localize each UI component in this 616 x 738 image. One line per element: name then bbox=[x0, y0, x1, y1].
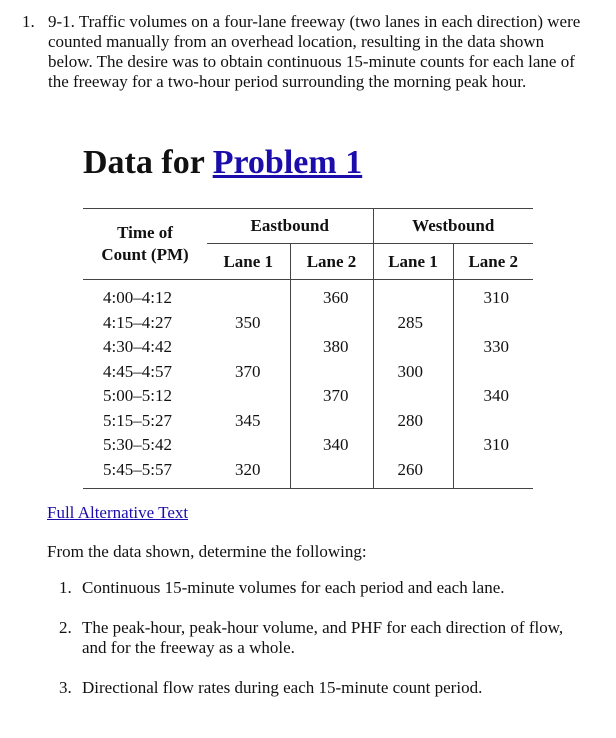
eastbound-header: Eastbound bbox=[207, 209, 373, 244]
task-number: 1. bbox=[59, 578, 72, 597]
eb-lane1-cell bbox=[207, 433, 290, 458]
time-cell: 4:00–4:12 bbox=[103, 288, 172, 308]
wb-lane1-cell: 285 bbox=[373, 311, 453, 336]
wb-lane1-cell bbox=[373, 280, 453, 311]
time-cell: 4:15–4:27 bbox=[103, 312, 172, 332]
eb-lane2-cell bbox=[290, 409, 373, 434]
wb-lane1-cell bbox=[373, 384, 453, 409]
wb-lane2-cell: 330 bbox=[453, 335, 533, 360]
intro-text: From the data shown, determine the following: bbox=[47, 542, 367, 561]
eb-lane2-cell bbox=[290, 311, 373, 336]
time-cell: 5:15–5:27 bbox=[103, 410, 172, 430]
heading-prefix: Data for bbox=[83, 144, 213, 181]
list-item bbox=[59, 618, 569, 658]
table-row bbox=[83, 433, 533, 458]
table-row bbox=[83, 280, 533, 311]
wb-lane2-cell: 310 bbox=[453, 433, 533, 458]
wb-lane2-cell bbox=[453, 409, 533, 434]
task-list bbox=[59, 578, 569, 718]
wb-lane1-cell bbox=[373, 335, 453, 360]
time-cell: 5:45–5:57 bbox=[83, 458, 207, 489]
eb-lane2-cell bbox=[290, 458, 373, 489]
task-text: Directional flow rates during each 15-minute count period. bbox=[82, 678, 483, 697]
wb-lane1-cell: 300 bbox=[373, 360, 453, 385]
table-row bbox=[83, 384, 533, 409]
wb-lane1-header: Lane 1 bbox=[373, 244, 453, 280]
eb-lane1-header: Lane 1 bbox=[207, 244, 290, 280]
eb-lane1-cell: 345 bbox=[235, 410, 261, 430]
task-text: The peak-hour, peak-hour volume, and PHF for each direction of flow, and for the freeway as a whole. bbox=[82, 618, 564, 657]
table-row bbox=[83, 360, 533, 385]
eb-lane2-cell bbox=[290, 360, 373, 385]
eb-lane2-cell: 360 bbox=[290, 280, 373, 311]
task-number: 2. bbox=[59, 618, 72, 637]
time-cell: 4:45–4:57 bbox=[103, 361, 172, 381]
time-header bbox=[83, 209, 207, 280]
wb-lane2-cell bbox=[453, 458, 533, 489]
table-row bbox=[83, 311, 533, 336]
westbound-header: Westbound bbox=[373, 209, 533, 244]
wb-lane1-cell: 280 bbox=[373, 409, 453, 434]
time-cell: 5:30–5:42 bbox=[103, 435, 172, 455]
list-item bbox=[59, 578, 569, 598]
table-row bbox=[83, 335, 533, 360]
time-header-line1: Time of bbox=[117, 223, 173, 242]
time-cell: 5:00–5:12 bbox=[103, 386, 172, 406]
wb-lane2-cell: 310 bbox=[453, 280, 533, 311]
data-heading bbox=[83, 144, 362, 182]
eb-lane1-cell: 350 bbox=[235, 312, 261, 332]
eb-lane1-cell: 370 bbox=[235, 361, 261, 381]
task-number: 3. bbox=[59, 678, 72, 697]
list-item bbox=[59, 678, 569, 698]
problem-number: 1. bbox=[22, 12, 35, 31]
table-row bbox=[83, 409, 533, 434]
wb-lane2-cell bbox=[453, 311, 533, 336]
eb-lane1-cell: 320 bbox=[207, 458, 290, 489]
wb-lane1-cell: 260 bbox=[373, 458, 453, 489]
eb-lane1-cell bbox=[207, 335, 290, 360]
eb-lane1-cell bbox=[207, 280, 290, 311]
problem-link[interactable]: Problem 1 bbox=[212, 144, 363, 181]
eb-lane1-cell bbox=[207, 384, 290, 409]
eb-lane2-cell: 370 bbox=[290, 384, 373, 409]
table-row bbox=[83, 458, 533, 489]
eb-lane2-cell: 380 bbox=[290, 335, 373, 360]
eb-lane2-header: Lane 2 bbox=[290, 244, 373, 280]
time-cell: 4:30–4:42 bbox=[103, 337, 172, 357]
eb-lane2-cell: 340 bbox=[290, 433, 373, 458]
wb-lane2-cell bbox=[453, 360, 533, 385]
task-text: Continuous 15-minute volumes for each period and each lane. bbox=[82, 578, 505, 597]
wb-lane2-header: Lane 2 bbox=[453, 244, 533, 280]
traffic-volume-table bbox=[83, 208, 533, 489]
wb-lane2-cell: 340 bbox=[453, 384, 533, 409]
problem-text: 9-1. Traffic volumes on a four-lane freeway (two lanes in each direction) were counted manually from an overhead location, resulting in the data shown below. The desire was to obtain continuous 15-minute counts for each lane of the freeway for a two-hour period surrounding the morning peak hour. bbox=[48, 12, 581, 91]
wb-lane1-cell bbox=[373, 433, 453, 458]
full-alt-text-link[interactable]: Full Alternative Text bbox=[47, 503, 189, 522]
time-header-line2: Count (PM) bbox=[101, 245, 189, 264]
problem-statement bbox=[22, 12, 582, 92]
